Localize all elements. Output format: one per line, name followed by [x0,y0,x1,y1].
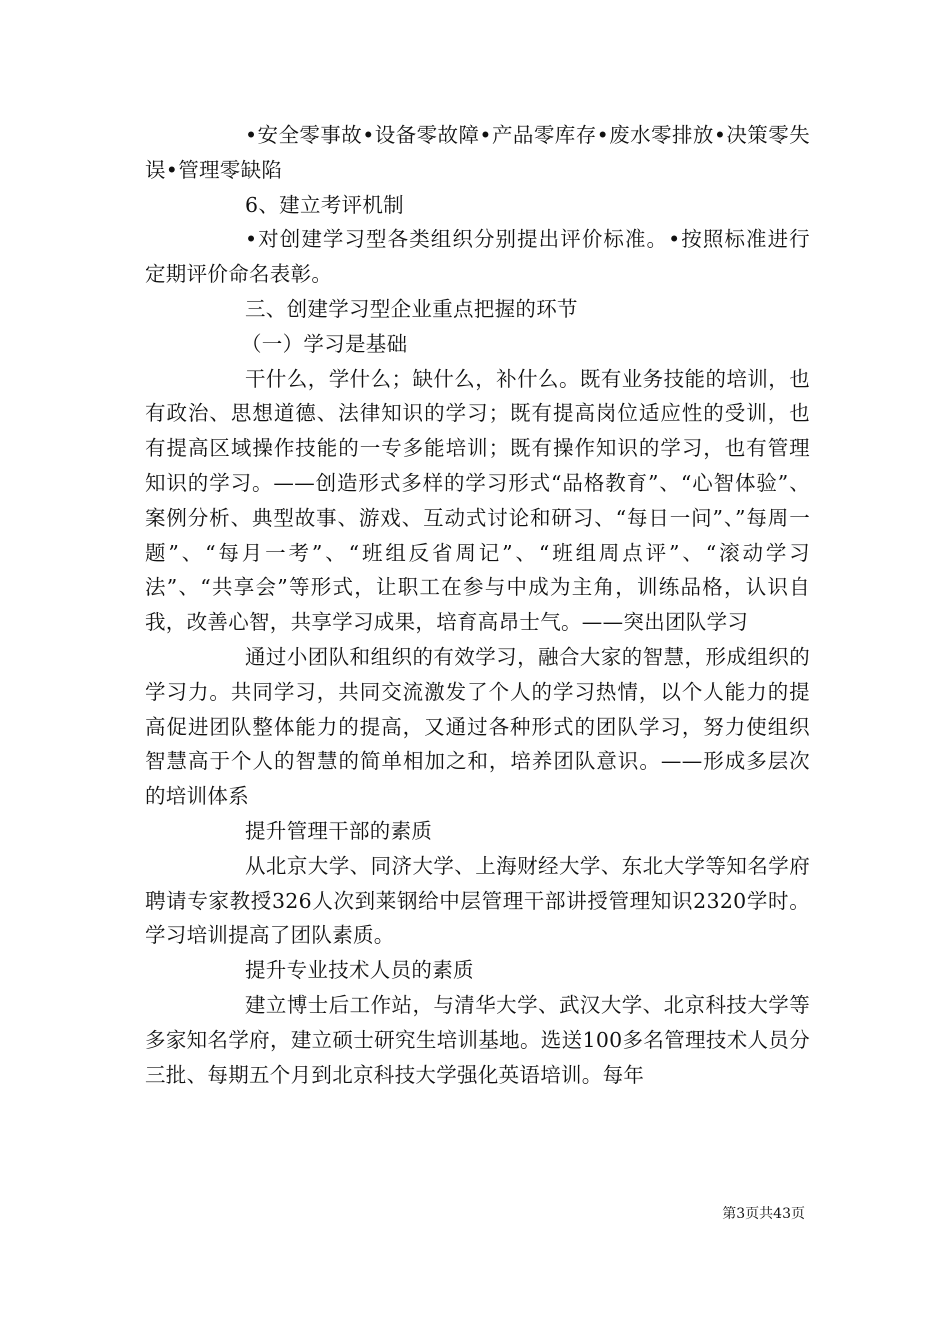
document-body [145,118,810,1092]
heading-technical-quality: 提升专业技术人员的素质 [245,958,474,983]
paragraph-team-learning: 通过小团队和组织的有效学习，融合大家的智慧，形成组织的学习力。共同学习，共同交流激发了个人的学习热情，以个人能力的提高促进团队整体能力的提高，又通过各种形式的团队学习，努力使组织智慧高于个人的智慧的简单相加之和，培养团队意识。——形成多层次的培训体系 [145,644,810,809]
paragraph-technical-training: 建立博士后工作站，与清华大学、武汉大学、北京科技大学等多家知名学府，建立硕士研究生培训基地。选送100多名管理技术人员分三批、每期五个月到北京科技大学强化英语培训。每年 [145,992,810,1087]
page-number: 第3页共43页 [722,1206,805,1222]
heading-section-three: 三、创建学习型企业重点把握的环节 [245,296,578,321]
heading-management-quality: 提升管理干部的素质 [245,818,433,843]
heading-evaluation-mechanism: 6、建立考评机制 [245,192,404,217]
paragraph-management-training: 从北京大学、同济大学、上海财经大学、东北大学等知名学府聘请专家教授326人次到莱钢给中层管理干部讲授管理知识2320学时。学习培训提高了团队素质。 [145,853,810,948]
heading-learning-foundation: （一）学习是基础 [241,331,408,356]
paragraph-zero-goals: •安全零事故•设备零故障•产品零库存•废水零排放•决策零失误•管理零缺陷 [145,123,810,182]
paragraph-evaluation-standards: •对创建学习型各类组织分别提出评价标准。•按照标准进行定期评价命名表彰。 [145,227,810,287]
paragraph-learning-forms: 干什么，学什么；缺什么，补什么。既有业务技能的培训，也有政治、思想道德、法律知识的学习；既有提高岗位适应性的受训，也有提高区域操作技能的一专多能培训；既有操作知识的学习，也有管理知识的学习。——创造形式多样的学习形式“品格教育”、“心智体验”、案例分析、典型故事、游戏、互动式讨论和研习、“每日一问”、”每周一题”、“每月一考”、“班组反省周记”、“班组周点评”、“滚动学习法”、“共享会”等形式，让职工在参与中成为主角，训练品格，认识自我，改善心智，共享学习成果，培育高昂士气。——突出团队学习 [145,366,810,635]
